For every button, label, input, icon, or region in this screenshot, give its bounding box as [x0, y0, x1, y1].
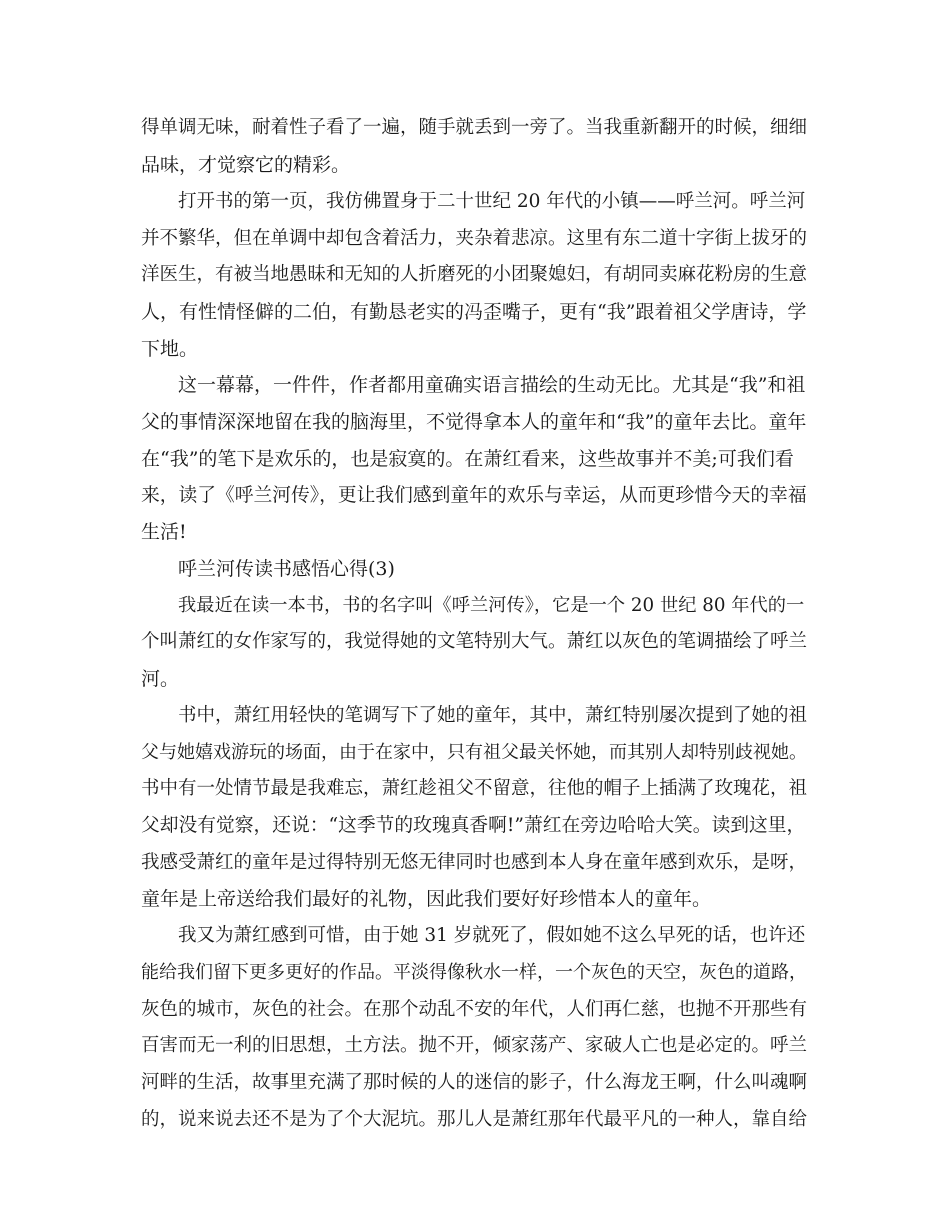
- text-line: 品味，才觉察它的精彩。: [141, 154, 351, 176]
- text-line: 父与她嬉戏游玩的场面，由于在家中，只有祖父最关怀她，而其别人却特别歧视她。: [141, 742, 807, 763]
- paragraph-start-line: 打开书的第一页，我仿佛置身于二十世纪 20 年代的小镇——呼兰河。呼兰河: [178, 191, 806, 212]
- text-line: 父却没有觉察，还说：“这季节的玫瑰真香啊!”萧红在旁边哈哈大笑。读到这里，: [141, 815, 806, 836]
- text-line: 生活!: [141, 521, 187, 543]
- paragraph-start-line: 这一幕幕，一件件，作者都用童确实语言描绘的生动无比。尤其是“我”和祖: [178, 374, 806, 396]
- paragraph-start-line: 我最近在读一本书，书的名字叫《呼兰河传》，它是一个 20 世纪 80 年代的一: [178, 595, 805, 616]
- text-line: 并不繁华，但在单调中却包含着活力，夹杂着悲凉。这里有东二道十字街上拔牙的: [141, 228, 808, 249]
- text-line: 下地。: [141, 338, 199, 360]
- section-heading: 呼兰河传读书感悟心得(3): [178, 558, 395, 580]
- text-line: 人，有性情怪僻的二伯，有勤恳老实的冯歪嘴子，更有“我”跟着祖父学唐诗，学: [141, 301, 807, 323]
- text-line: 能给我们留下更多更好的作品。平淡得像秋水一样，一个灰色的天空，灰色的道路，: [141, 962, 807, 983]
- text-line: 在“我”的笔下是欢乐的，也是寂寞的。在萧红看来，这些故事并不美;可我们看: [141, 448, 794, 470]
- text-line: 父的事情深深地留在我的脑海里，不觉得拿本人的童年和“我”的童年去比。童年: [141, 411, 807, 433]
- text-line: 的，说来说去还不是为了个大泥坑。那儿人是萧红那年代最平凡的一种人，靠自给: [141, 1109, 808, 1130]
- paragraph-start-line: 书中，萧红用轻快的笔调写下了她的童年，其中，萧红特别屡次提到了她的祖: [178, 705, 808, 726]
- text-line: 得单调无味，耐着性子看了一遍，随手就丢到一旁了。当我重新翻开的时候，细细: [141, 117, 808, 138]
- text-line: 来，读了《呼兰河传》，更让我们感到童年的欢乐与幸运，从而更珍惜今天的幸福: [141, 485, 807, 506]
- text-line: 灰色的城市，灰色的社会。在那个动乱不安的年代，人们再仁慈，也抛不开那些有: [141, 999, 808, 1020]
- text-line: 百害而无一利的旧思想，土方法。抛不开，倾家荡产、家破人亡也是必定的。呼兰: [141, 1035, 808, 1056]
- text-line: 童年是上帝送给我们最好的礼物，因此我们要好好珍惜本人的童年。: [141, 888, 712, 910]
- text-line: 个叫萧红的女作家写的，我觉得她的文笔特别大气。萧红以灰色的笔调描绘了呼兰: [141, 631, 808, 652]
- text-line: 书中有一处情节最是我难忘，萧红趁祖父不留意，往他的帽子上插满了玫瑰花，祖: [141, 778, 808, 799]
- text-line: 我感受萧红的童年是过得特别无悠无律同时也感到本人身在童年感到欢乐，是呀，: [141, 852, 808, 873]
- paragraph-start-line: 我又为萧红感到可惜，由于她 31 岁就死了，假如她不这么早死的话，也许还: [178, 925, 806, 946]
- text-line: 河。: [141, 668, 180, 690]
- text-line: 洋医生，有被当地愚昧和无知的人折磨死的小团聚媳妇，有胡同卖麻花粉房的生意: [141, 264, 808, 285]
- text-line: 河畔的生活，故事里充满了那时候的人的迷信的影子，什么海龙王啊，什么叫魂啊: [141, 1072, 808, 1093]
